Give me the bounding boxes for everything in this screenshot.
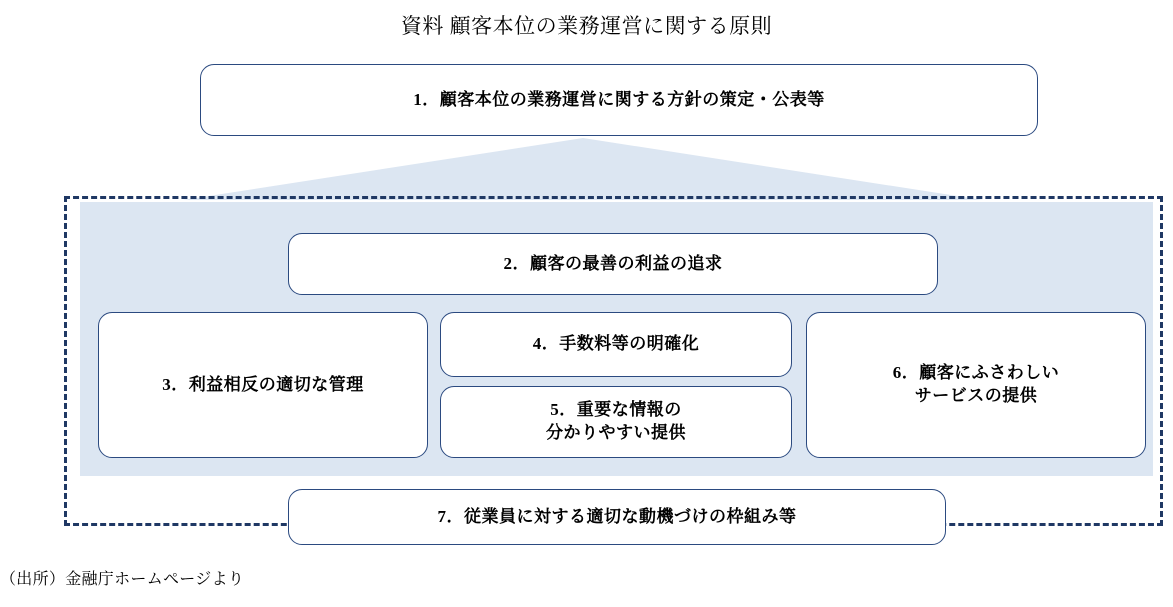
principle-box-1 — [200, 64, 1038, 136]
principle-6-label — [881, 362, 1072, 408]
figure-title: 資料 顧客本位の業務運営に関する原則 — [400, 14, 773, 38]
principle-box-3 — [98, 312, 428, 458]
principle-1-label: 1．顧客本位の業務運営に関する方針の策定・公表等 — [413, 89, 825, 109]
principle-7-label: 7．従業員に対する適切な動機づけの枠組み等 — [437, 506, 797, 526]
principle-3-label: 3．利益相反の適切な管理 — [162, 374, 364, 394]
principle-box-5 — [440, 386, 792, 458]
principle-6-line-2: サービスの提供 — [914, 386, 1038, 405]
principle-6-line-1: 6．顧客にふさわしい — [892, 363, 1060, 383]
principle-box-6 — [806, 312, 1146, 458]
principle-5-line-1: 5．重要な情報の — [550, 400, 682, 420]
principle-5-line-2: 分かりやすい提供 — [546, 423, 686, 442]
principle-box-7 — [288, 489, 946, 545]
source-note: （出所）金融庁ホームページより — [0, 571, 245, 588]
upward-arrow-shape — [183, 138, 983, 200]
principle-4-label: 4．手数料等の明確化 — [532, 334, 700, 354]
principle-box-2 — [288, 233, 938, 295]
principle-box-4 — [440, 312, 792, 377]
principle-5-label — [534, 399, 698, 445]
principle-2-label: 2．顧客の最善の利益の追求 — [503, 253, 723, 273]
